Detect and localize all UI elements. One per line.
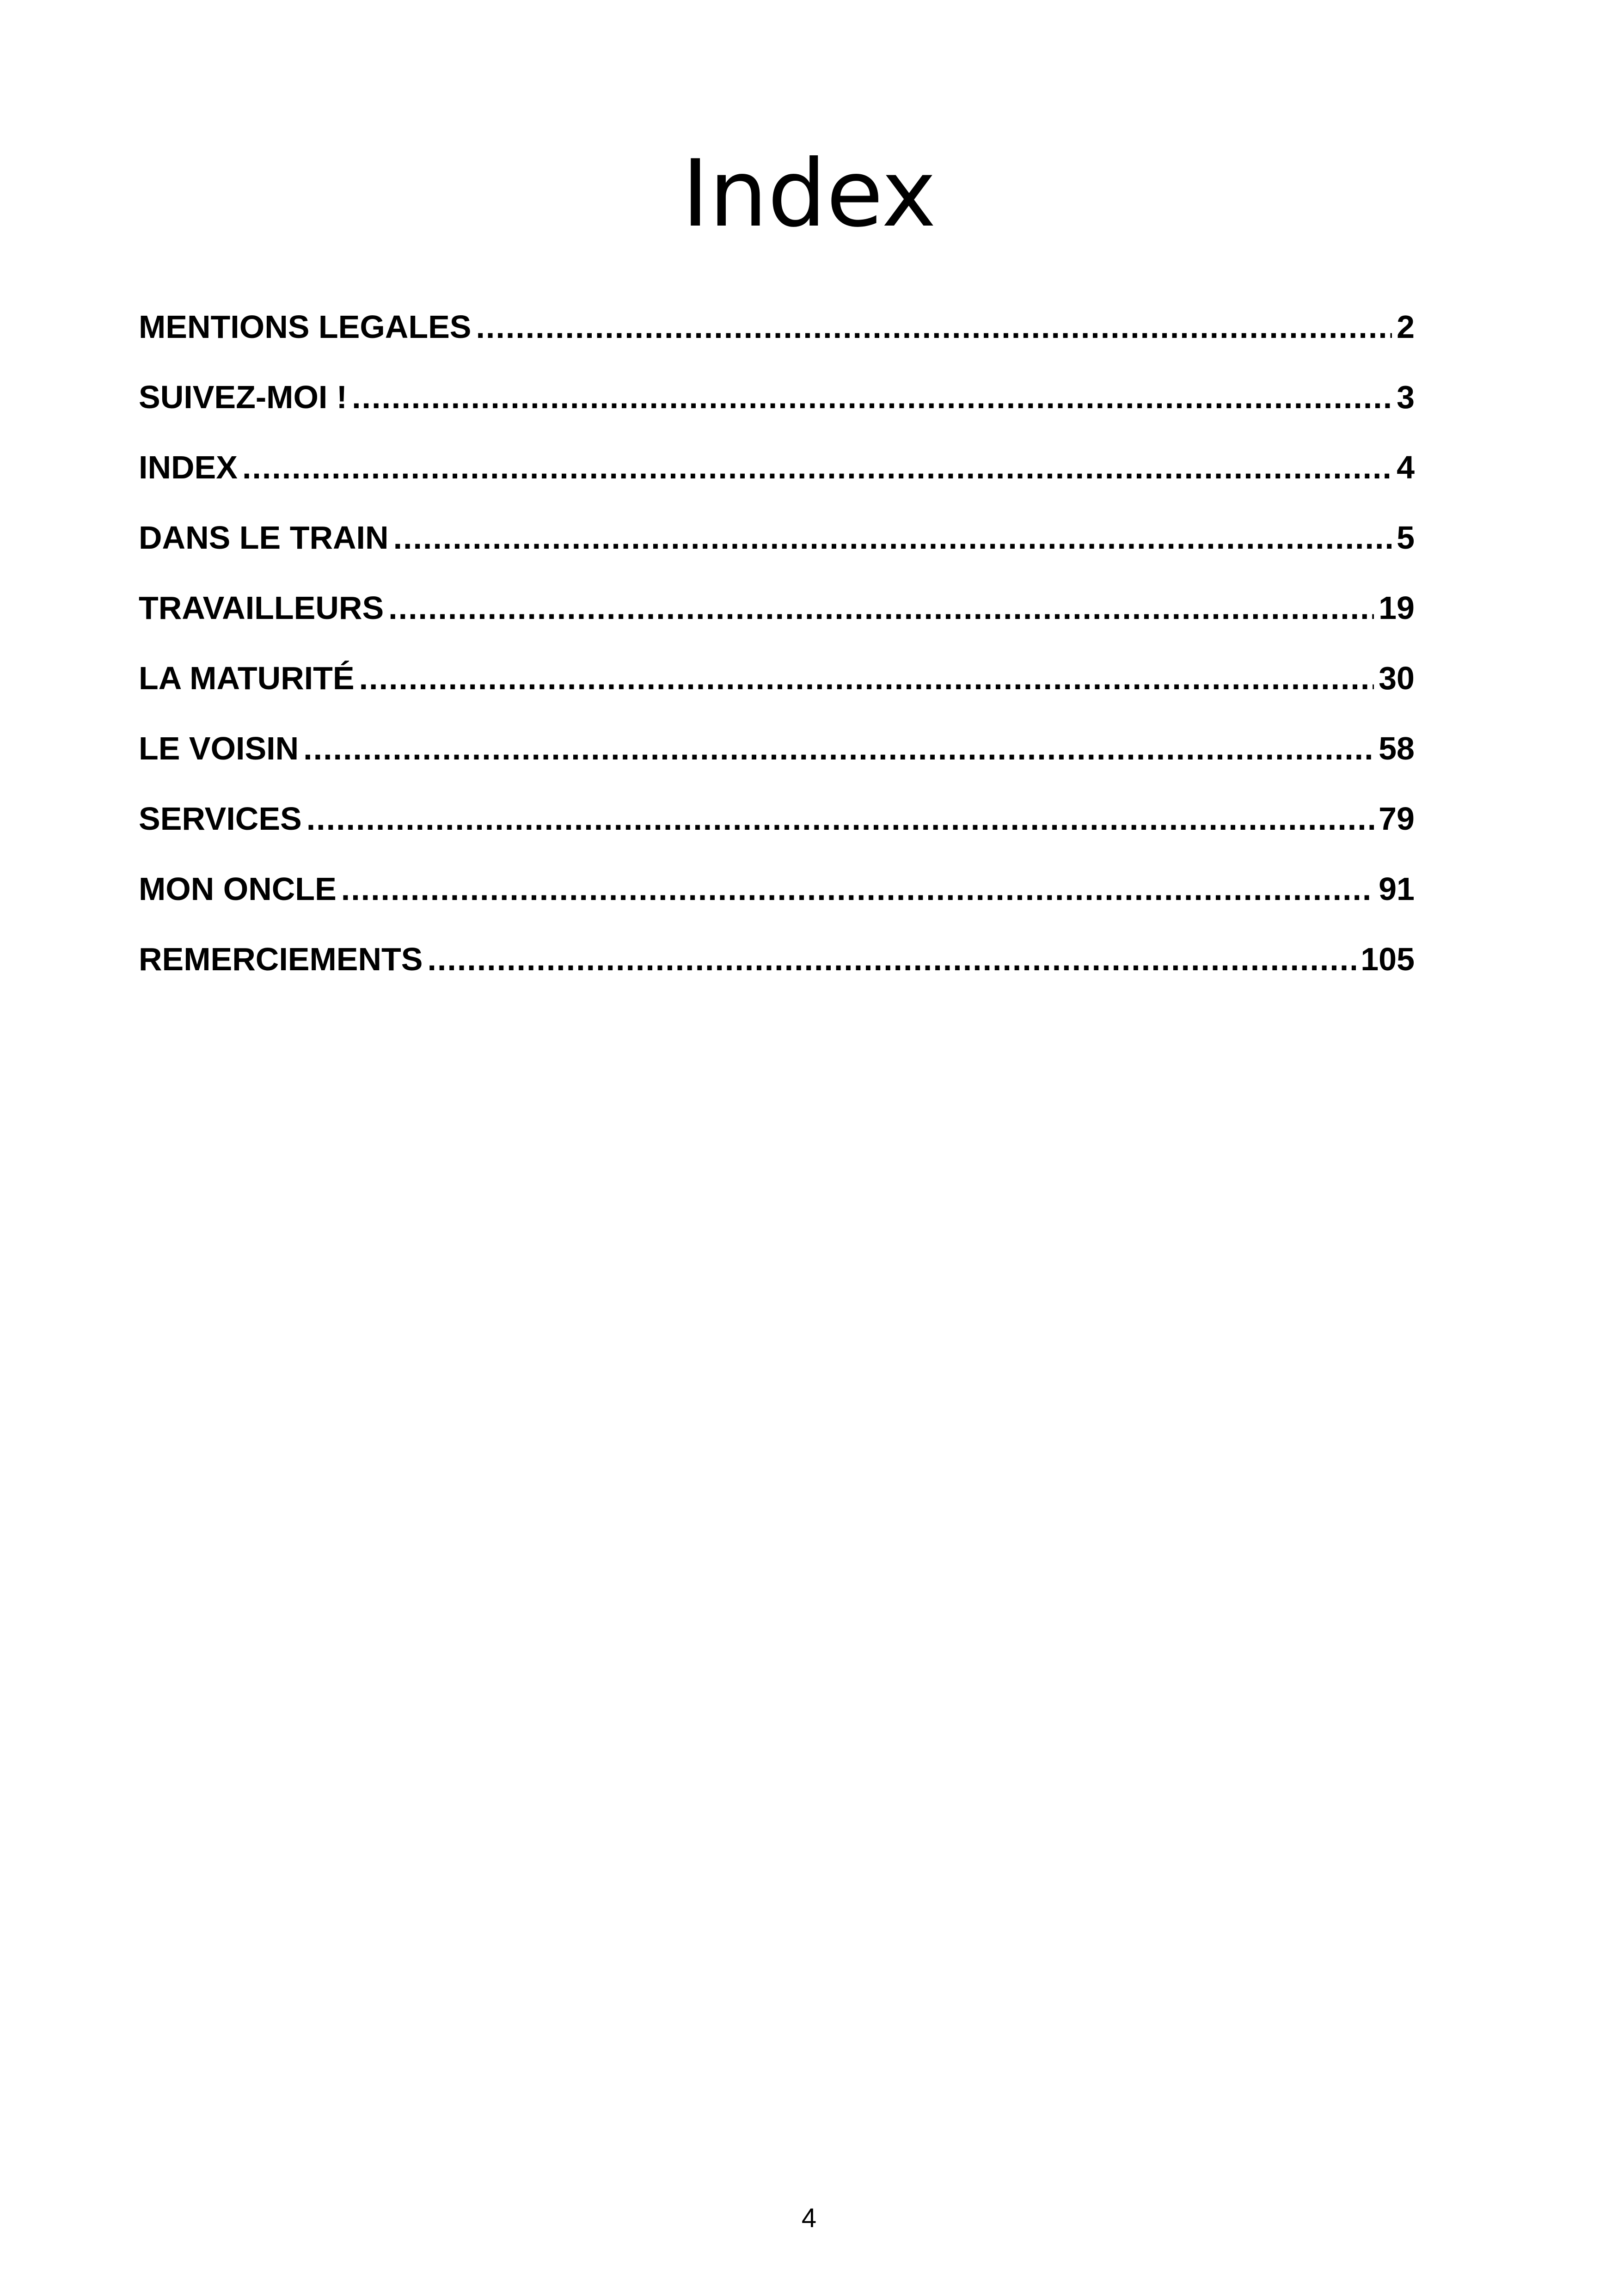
toc-entry-suivez-moi[interactable]	[139, 381, 1415, 451]
toc-entry-page: 58	[1379, 730, 1415, 766]
toc-dot-leader	[388, 592, 1374, 624]
toc-dot-leader	[359, 662, 1374, 694]
toc-entry-page: 5	[1397, 520, 1415, 556]
toc-entry-label: INDEX	[139, 449, 238, 485]
toc-entry-mon-oncle[interactable]	[139, 873, 1415, 943]
toc-dot-leader	[242, 451, 1392, 484]
toc-entry-mentions-legales[interactable]	[139, 311, 1415, 381]
toc-entry-label: REMERCIEMENTS	[139, 941, 423, 977]
toc-entry-label: TRAVAILLEURS	[139, 590, 384, 626]
toc-entry-label: SERVICES	[139, 801, 302, 837]
table-of-contents	[139, 311, 1415, 1013]
toc-entry-page: 2	[1397, 309, 1415, 345]
toc-dot-leader	[352, 381, 1392, 413]
toc-entry-travailleurs[interactable]	[139, 592, 1415, 662]
toc-entry-label: LE VOISIN	[139, 730, 299, 766]
page-number: 4	[801, 2203, 817, 2233]
toc-entry-la-maturite[interactable]	[139, 662, 1415, 732]
toc-entry-page: 105	[1361, 941, 1415, 977]
toc-entry-page: 79	[1379, 801, 1415, 837]
toc-entry-label: LA MATURITÉ	[139, 660, 355, 696]
toc-entry-label: DANS LE TRAIN	[139, 520, 389, 556]
toc-entry-label: MON ONCLE	[139, 871, 337, 907]
toc-entry-services[interactable]	[139, 802, 1415, 873]
toc-entry-page: 3	[1397, 379, 1415, 415]
page-title: Index	[681, 140, 937, 248]
toc-entry-label: MENTIONS LEGALES	[139, 309, 472, 345]
toc-dot-leader	[303, 732, 1374, 765]
toc-entry-dans-le-train[interactable]	[139, 521, 1415, 592]
toc-dot-leader	[427, 943, 1356, 975]
toc-entry-page: 30	[1379, 660, 1415, 696]
toc-entry-remerciements[interactable]	[139, 943, 1415, 1013]
toc-dot-leader	[306, 802, 1374, 835]
toc-dot-leader	[476, 311, 1392, 343]
toc-entry-le-voisin[interactable]	[139, 732, 1415, 802]
toc-entry-page: 4	[1397, 449, 1415, 485]
toc-dot-leader	[393, 521, 1392, 554]
toc-entry-page: 91	[1379, 871, 1415, 907]
toc-entry-label: SUIVEZ-MOI !	[139, 379, 348, 415]
toc-entry-page: 19	[1379, 590, 1415, 626]
toc-entry-index[interactable]	[139, 451, 1415, 521]
toc-dot-leader	[341, 873, 1374, 905]
